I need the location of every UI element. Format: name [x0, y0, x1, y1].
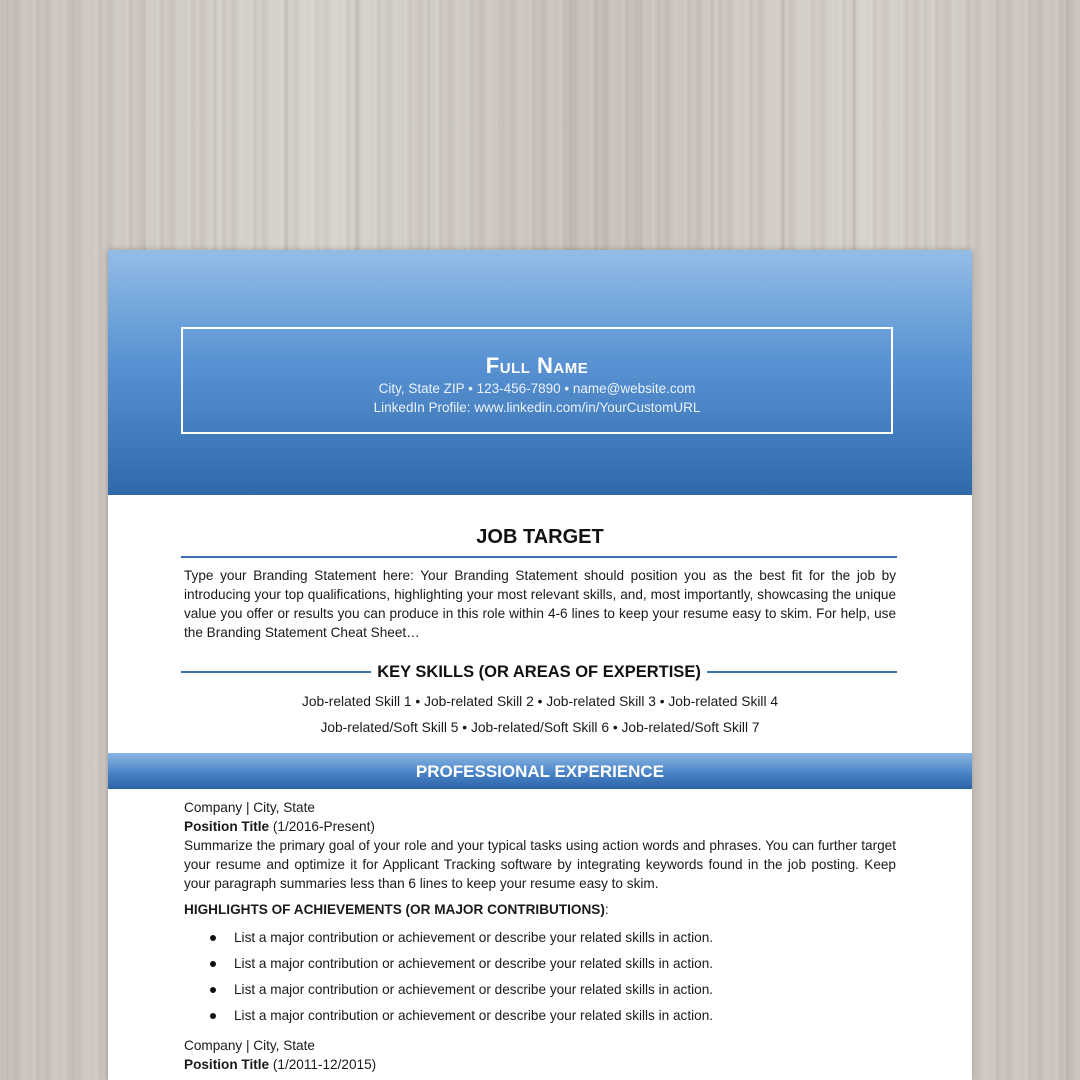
job-1-summary: Summarize the primary goal of your role and your typical tasks using action words and phrases. You can further target your resume and optimize it for Applicant Tracking software by integrating keywords found in the job posting. Keep your paragraph summaries less than 6 lines to keep your resume easy to skim. [184, 838, 896, 891]
job-2-position-title: Position Title [184, 1057, 270, 1072]
linkedin-line: LinkedIn Profile: www.linkedin.com/in/YourCustomURL [373, 400, 701, 415]
job-1-company: Company | City, State [184, 800, 315, 815]
achievement-text: List a major contribution or achievement or describe your related skills in action. [234, 1008, 714, 1023]
bullet-icon [210, 1013, 216, 1019]
list-item [184, 951, 896, 977]
name-box [181, 327, 893, 434]
contact-line: City, State ZIP • 123-456-7890 • name@website.com [378, 381, 696, 396]
bullet-icon [210, 987, 216, 993]
achievement-text: List a major contribution or achievement or describe your related skills in action. [234, 956, 714, 971]
resume-header [108, 250, 972, 495]
achievement-text: List a major contribution or achievement or describe your related skills in action. [234, 982, 714, 997]
key-skills-heading [181, 660, 897, 684]
skills-left-rule [181, 671, 371, 673]
job-1-dates: (1/2016-Present) [272, 819, 375, 834]
key-skills-title: KEY SKILLS (OR AREAS OF EXPERTISE) [377, 662, 701, 681]
achievement-text: List a major contribution or achievement or describe your related skills in action. [234, 930, 714, 945]
job-1-position-title: Position Title [184, 819, 270, 834]
job-2-company: Company | City, State [184, 1038, 315, 1053]
skills-line-1: Job-related Skill 1 • Job-related Skill 2 • Job-related Skill 3 • Job-related Skill 4 [301, 694, 779, 709]
full-name: Full Name [485, 353, 589, 378]
job-1-position-line [184, 817, 896, 836]
resume-document [108, 250, 972, 1080]
job-2-dates: (1/2011-12/2015) [272, 1057, 377, 1072]
list-item [184, 1003, 896, 1029]
bullet-icon [210, 961, 216, 967]
job-1-achievements-list [184, 925, 896, 1029]
highlights-colon: : [604, 902, 609, 917]
job-target-divider [181, 556, 897, 558]
branding-statement: Type your Branding Statement here: Your Branding Statement should position you as the best fit for the job by introducing your top qualifications, highlighting your most relevant skills, and, most importantly, showcasing the unique value you offer or results you can produce in this role within 4-6 lines to keep your resume easy to skim. For help, use the Branding Statement Cheat Sheet… [184, 568, 896, 640]
job-2-position-line [184, 1055, 896, 1074]
job-target-heading: JOB TARGET [476, 526, 604, 548]
job-1-highlights-heading [184, 900, 896, 919]
list-item [184, 925, 896, 951]
skills-right-rule [707, 671, 897, 673]
skills-line-2: Job-related/Soft Skill 5 • Job-related/Soft Skill 6 • Job-related/Soft Skill 7 [320, 720, 760, 735]
highlights-title: HIGHLIGHTS OF ACHIEVEMENTS (OR MAJOR CONTRIBUTIONS) [184, 902, 605, 917]
bullet-icon [210, 935, 216, 941]
list-item [184, 977, 896, 1003]
professional-experience-heading: PROFESSIONAL EXPERIENCE [108, 753, 972, 789]
